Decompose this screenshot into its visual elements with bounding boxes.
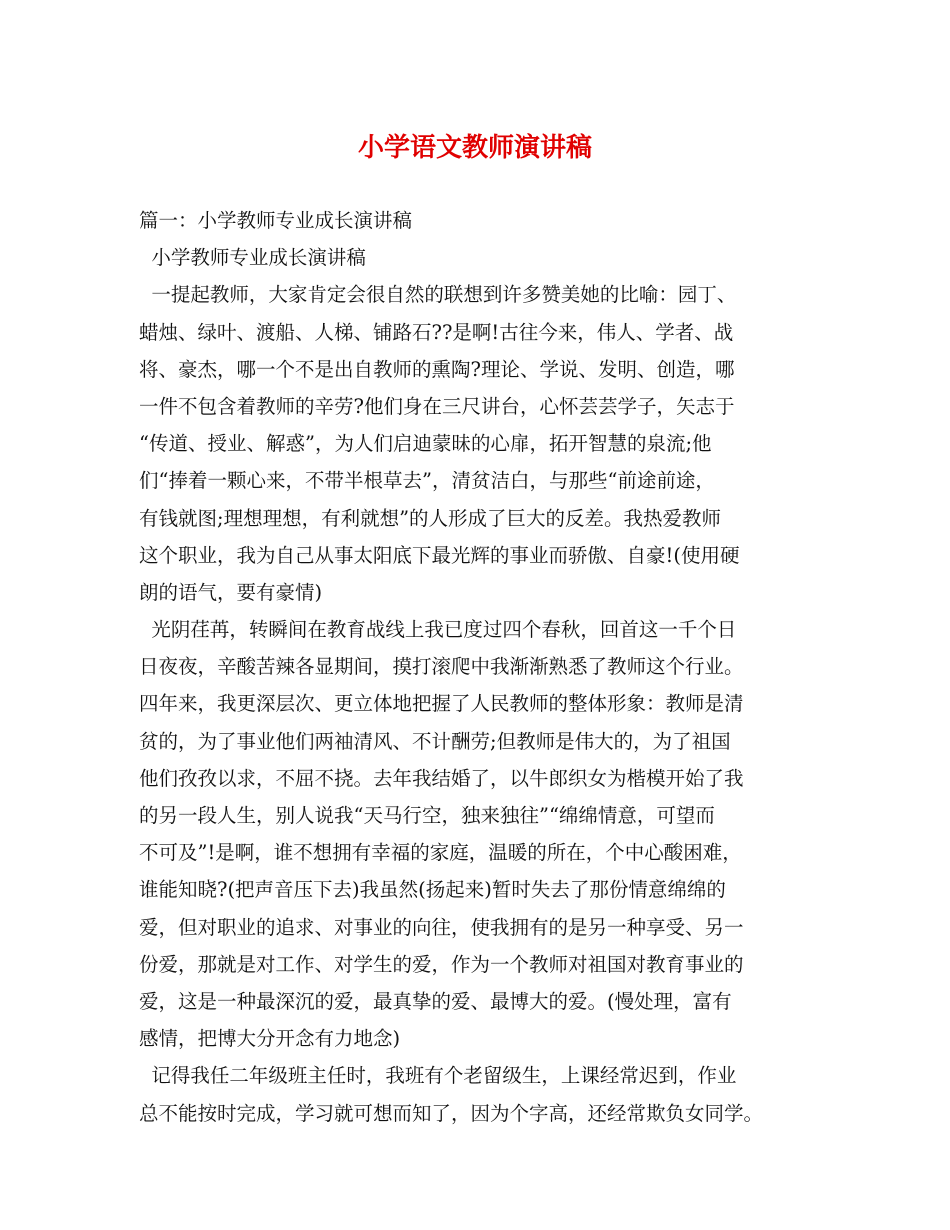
text-line: 的另一段人生，别人说我“天马行空，独来独往”“绵绵情意，可望而	[139, 804, 715, 827]
document-body	[139, 202, 829, 1132]
text-line: 四年来，我更深层次、更立体地把握了人民教师的整体形象：教师是清	[139, 692, 744, 716]
text-line: 蜡烛、绿叶、渡船、人梯、铺路石??是啊!古往今来，伟人、学者、战	[139, 320, 734, 344]
text-line: 一提起教师，大家肯定会很自然的联想到许多赞美她的比喻：园丁、	[139, 283, 737, 307]
text-line: 感情，把博大分开念有力地念)	[139, 1027, 401, 1051]
text-line: 谁能知晓?(把声音压下去)我虽然(扬起来)暂时失去了那份情意绵绵的	[139, 878, 726, 902]
text-line: 份爱，那就是对工作、对学生的爱，作为一个教师对祖国对教育事业的	[139, 952, 744, 976]
text-line: 他们孜孜以求，不屈不挠。去年我结婚了，以牛郎织女为楷模开始了我	[139, 766, 744, 790]
text-line: 有钱就图;理想理想，有利就想”的人形成了巨大的反差。我热爱教师	[139, 506, 722, 530]
text-line: 们“捧着一颗心来，不带半根草去”，清贫洁白，与那些“前途前途，	[139, 469, 715, 493]
text-line: 将、豪杰，哪一个不是出自教师的熏陶?理论、学说、发明、创造，哪	[139, 357, 735, 381]
text-line: 爱，这是一种最深沉的爱，最真挚的爱、最博大的爱。(慢处理，富有	[139, 989, 732, 1013]
text-line: 一件不包含着教师的辛劳?他们身在三尺讲台，心怀芸芸学子，矢志于	[139, 394, 735, 418]
text-line: 光阴荏苒，转瞬间在教育战线上我已度过四个春秋，回首这一千个日	[139, 618, 737, 642]
text-line: 总不能按时完成，学习就可想而知了，因为个字高，还经常欺负女同学。	[139, 1101, 764, 1125]
text-line: 小学教师专业成长演讲稿	[139, 246, 366, 270]
text-line: 这个职业，我为自己从事太阳底下最光辉的事业而骄傲、自豪!(使用硬	[139, 543, 740, 567]
text-line: 贫的，为了事业他们两袖清风、不计酬劳;但教师是伟大的，为了祖国	[139, 729, 731, 753]
text-line: 日夜夜，辛酸苦辣各显期间，摸打滚爬中我渐渐熟悉了教师这个行业。	[139, 655, 744, 679]
text-line: 不可及”!是啊，谁不想拥有幸福的家庭，温暖的所在，个中心酸困难，	[139, 841, 742, 865]
text-line: 记得我任二年级班主任时，我班有个老留级生，上课经常迟到，作业	[139, 1064, 737, 1088]
text-line: “传道、授业、解惑”，为人们启迪蒙昧的心扉，拓开智慧的泉流;他	[139, 432, 712, 456]
document-title: 小学语文教师演讲稿	[357, 133, 592, 163]
text-line: 爱，但对职业的追求、对事业的向往，使我拥有的是另一种享受、另一	[139, 915, 744, 939]
text-line: 朗的语气，要有豪情)	[139, 580, 323, 604]
text-line: 篇一：小学教师专业成长演讲稿	[139, 209, 413, 232]
